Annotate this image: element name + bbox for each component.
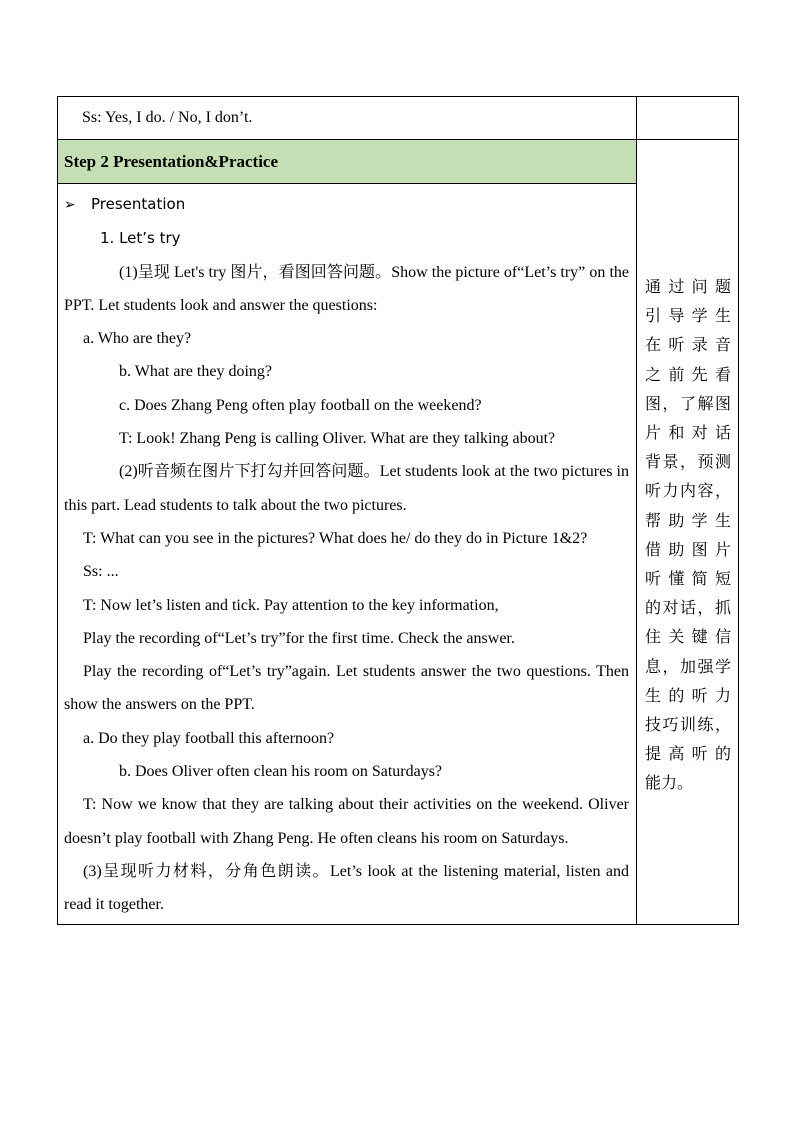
- side-note-line: 技巧训练，: [645, 715, 731, 735]
- question-a: a. Who are they?: [83, 330, 192, 348]
- side-note-line: 图，了解图: [645, 393, 731, 413]
- side-note-line: 背景，预测: [645, 452, 731, 472]
- step-heading: Step 2 Presentation&Practice: [58, 140, 637, 184]
- table-row: [58, 97, 739, 140]
- students-line: Ss: ...: [83, 563, 119, 581]
- side-note-line: 在听录音: [645, 335, 731, 355]
- paragraph-1: (1)呈现 Let's try 图片，看图回答问题。Show the picture of“Let’s try” on the PPT. Let students look and answer the questions:: [64, 263, 629, 314]
- play-recording-1: Play the recording of“Let’s try”for the first time. Check the answer.: [83, 629, 515, 647]
- teacher-line-2: T: What can you see in the pictures? What does he/ do they do in Picture 1&2?: [83, 529, 588, 547]
- side-note-line: 生的听力: [645, 685, 731, 705]
- side-note-line: 住关键信: [645, 627, 731, 647]
- table-row: [58, 140, 739, 184]
- question-b: b. What are they doing?: [119, 363, 272, 381]
- play-recording-2: Play the recording of“Let’s try”again. Let students answer the two questions. Then show the answers on the PPT.: [64, 663, 629, 714]
- side-note-line: 引导学生: [645, 306, 731, 326]
- side-note-line: 提高听的: [645, 744, 731, 764]
- side-note-line: 的对话，抓: [645, 598, 731, 618]
- side-note-line: 之前先看: [645, 364, 731, 384]
- side-note-cell: [637, 140, 739, 925]
- side-note-line: 息，加强学: [645, 656, 731, 676]
- side-note-line: 帮助学生: [645, 510, 731, 530]
- side-note-line: 通过问题: [645, 277, 731, 296]
- side-note-line: 听力内容，: [645, 481, 731, 501]
- teacher-line-3: T: Now let’s listen and tick. Pay attention to the key information,: [83, 596, 499, 614]
- teacher-line-1: T: Look! Zhang Peng is calling Oliver. What are they talking about?: [119, 430, 556, 448]
- arrow-bullet-icon: ➢: [64, 197, 76, 213]
- section-subtitle: 1. Let’s try: [100, 229, 181, 248]
- question-a-2: a. Do they play football this afternoon?: [83, 729, 335, 747]
- side-note-line: 借助图片: [645, 539, 731, 559]
- side-note-line: 能力。: [645, 773, 694, 793]
- paragraph-3: (3)呈现听力材料，分角色朗读。Let’s look at the listening material, listen and read it together.: [64, 862, 629, 914]
- side-note-line: 片和对话: [645, 423, 731, 443]
- table-row: [58, 184, 739, 925]
- paragraph-2: (2)听音频在图片下打勾并回答问题。Let students look at the two pictures in this part. Lead students to talk about the two pictures.: [64, 463, 629, 514]
- lesson-plan-table: [57, 96, 739, 925]
- question-c: c. Does Zhang Peng often play football on the weekend?: [119, 396, 482, 414]
- top-row-side-cell: [637, 97, 739, 140]
- section-title-line: [64, 188, 629, 222]
- side-note-line: 听懂简短: [645, 569, 731, 589]
- section-title: Presentation: [91, 195, 186, 213]
- question-b-2: b. Does Oliver often clean his room on Saturdays?: [119, 763, 443, 781]
- presentation-content: [58, 184, 637, 925]
- teacher-line-4: T: Now we know that they are talking about their activities on the weekend. Oliver doesn’t play football with Zhang Peng. He often cleans his room on Saturdays.: [64, 796, 629, 847]
- top-row-text: Ss: Yes, I do. / No, I don’t.: [58, 97, 637, 140]
